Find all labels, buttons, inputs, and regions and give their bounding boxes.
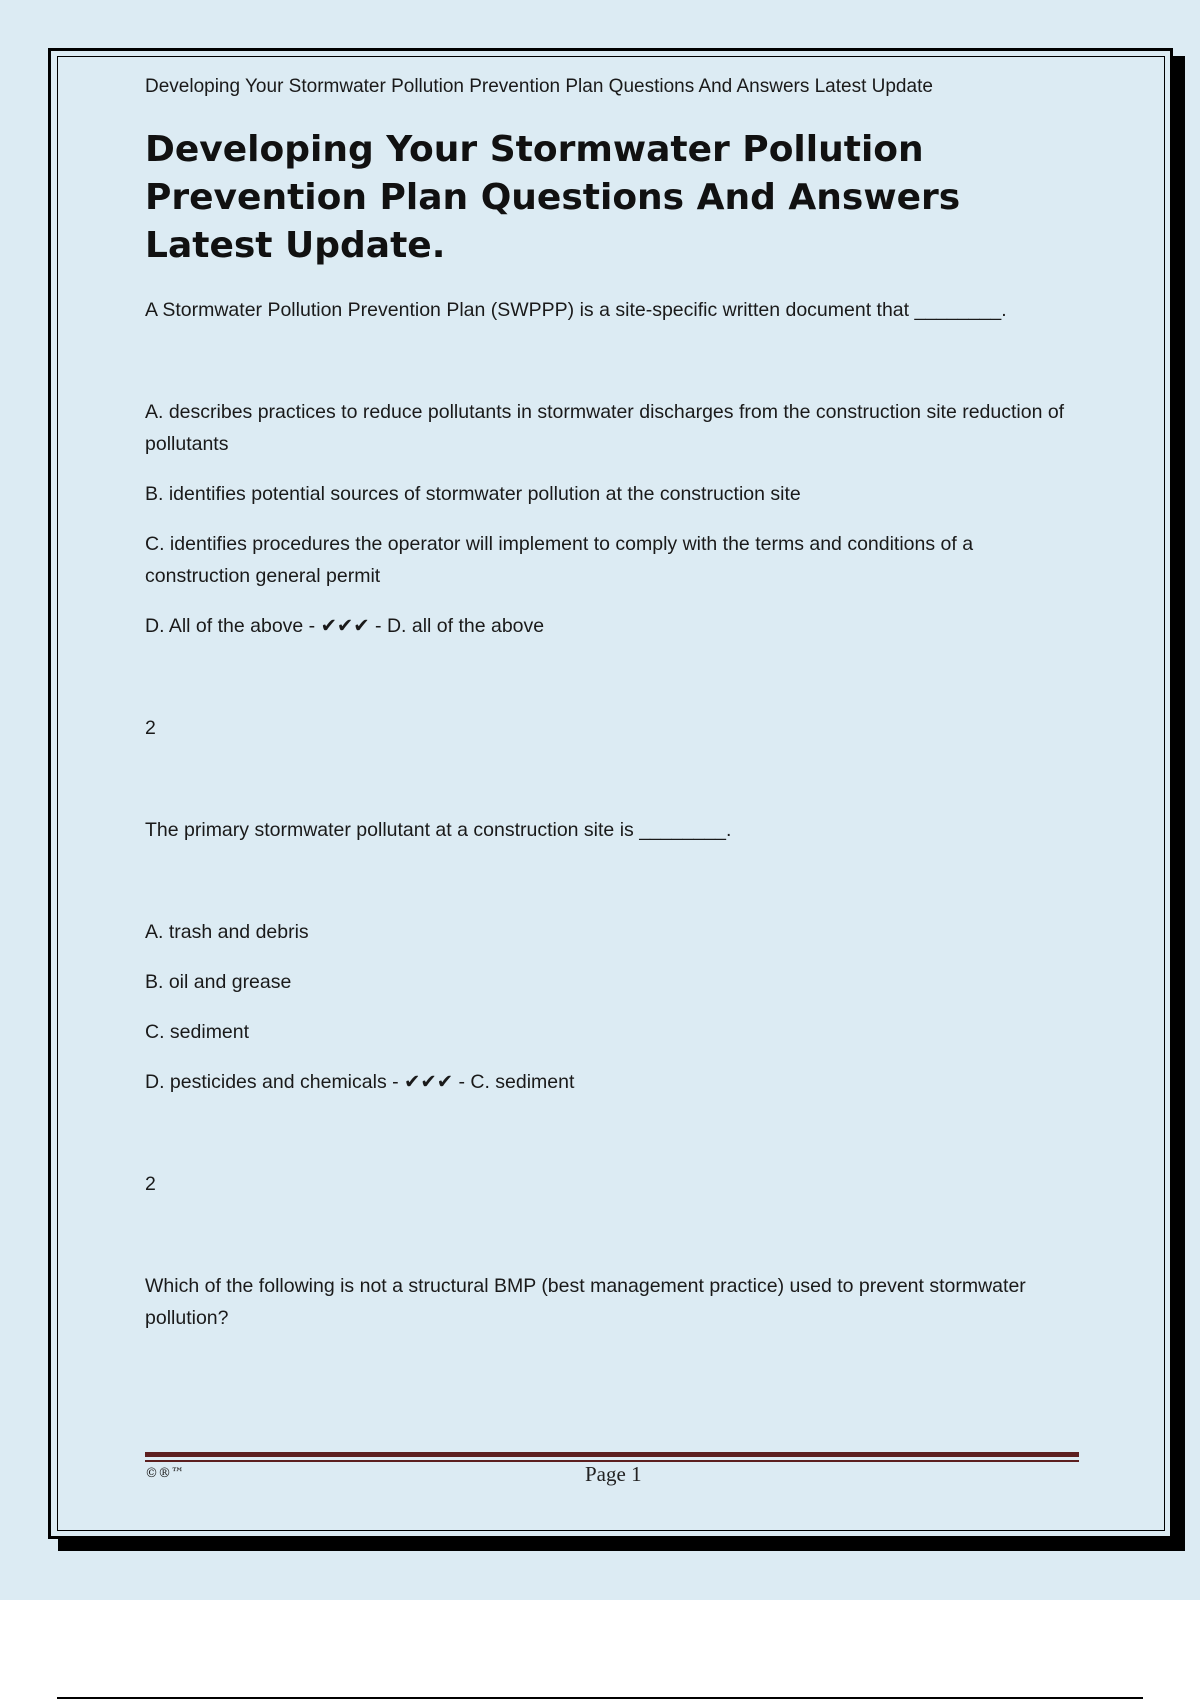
question-2-number: 2 [145,1173,156,1195]
document-body [145,72,1080,1334]
question-2-option-b: B. oil and grease [145,971,292,993]
question-2-option-a: A. trash and debris [145,921,309,943]
question-1-option-c: C. identifies procedures the operator will implement to comply with the terms and conditions of a construction general permit [145,533,974,587]
question-2-prompt: The primary stormwater pollutant at a construction site is ________. [145,819,732,841]
question-1-number: 2 [145,717,156,739]
question-3-prompt: Which of the following is not a structural BMP (best management practice) used to prevent stormwater pollution? [145,1275,1026,1329]
page-number: Page 1 [585,1462,642,1486]
footer-symbols: ©®™ [145,1466,184,1481]
footer-rule [145,1452,1079,1457]
question-1-option-a: A. describes practices to reduce pollutants in stormwater discharges from the construction site reduction of pollutants [145,401,1065,455]
question-2-option-c: C. sediment [145,1021,250,1043]
next-page-border [57,1697,1143,1699]
question-1-prompt: A Stormwater Pollution Prevention Plan (SWPPP) is a site-specific written document that ________. [145,299,1007,321]
running-header: Developing Your Stormwater Pollution Prevention Plan Questions And Answers Latest Update [145,76,933,97]
question-1-option-d: D. All of the above - ✔✔✔ - D. all of the above [145,615,545,637]
page-title: Developing Your Stormwater Pollution Prevention Plan Questions And Answers Latest Update. [145,129,961,266]
question-1-option-b: B. identifies potential sources of stormwater pollution at the construction site [145,483,801,505]
question-2-option-d: D. pesticides and chemicals - ✔✔✔ - C. sediment [145,1071,575,1093]
